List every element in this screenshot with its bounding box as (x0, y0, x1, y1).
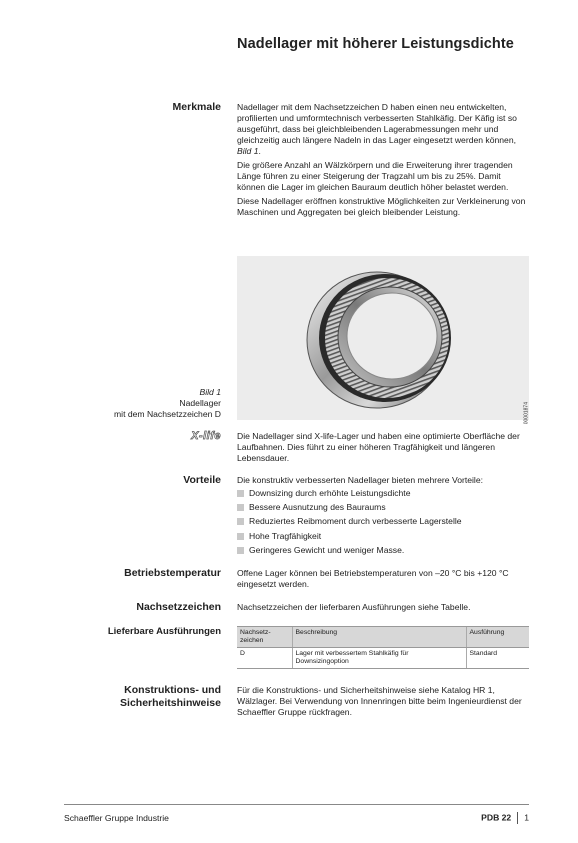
label-line: Sicherheitshinweise (120, 697, 221, 709)
table-header-design: Ausführung (466, 627, 529, 648)
list-item-text: Reduziertes Reibmoment durch verbesserte Lagerstelle (249, 516, 462, 527)
bullet-square-icon (237, 504, 244, 511)
merkmale-p1-text: Nadellager mit dem Nachsetzzeichen D haben einen neu entwickelten, profilierten und umformtechnisch verbesserten Stahlkäfig. Der Käfig ist so ausgeführt, dass bei gleichbleibenden Lagerabmessungen mehr und gleichzeitig auch längere Nadeln in das Lager eingesetzt werden können, (237, 102, 517, 145)
vorteile-list (237, 488, 529, 556)
list-item (237, 545, 529, 556)
table-cell: D (237, 648, 292, 669)
temperatur-text: Offene Lager können bei Betriebstemperaturen von –20 °C bis +120 °C eingesetzt werden. (237, 568, 509, 589)
footer-divider (64, 804, 529, 805)
section-label-nachsetzzeichen: Nachsetzzeichen (136, 601, 221, 613)
figure-reference: Bild 1 (237, 146, 259, 156)
xlife-logo: X-life (191, 430, 221, 442)
table-header-suffix: Nachsetz-zeichen (237, 627, 292, 648)
xlife-text: Die Nadellager sind X-life-Lager und haben eine optimierte Oberfläche der Laufbahnen. Dies führt zu einer höheren Tragfähigkeit und längeren Lebensdauer. (237, 431, 520, 463)
page-number: 1 (524, 812, 529, 823)
list-item (237, 502, 529, 513)
merkmale-p1-end: . (258, 146, 261, 156)
section-label-temperatur: Betriebstemperatur (124, 567, 221, 579)
section-label-konstruktion (120, 684, 221, 710)
merkmale-paragraph-1 (237, 102, 529, 157)
bullet-square-icon (237, 533, 244, 540)
list-item-text: Geringeres Gewicht und weniger Masse. (249, 544, 405, 555)
merkmale-paragraph-2: Die größere Anzahl an Wälzkörpern und die Erweiterung ihrer tragenden Länge führen zu einer Steigerung der Tragzahl um bis zu 25%. Damit können die Lager im gleichen Bauraum deutlich höher belastet werden. (237, 160, 513, 192)
bullet-square-icon (237, 547, 244, 554)
table-header-row (237, 627, 529, 648)
bullet-square-icon (237, 490, 244, 497)
list-item-text: Downsizing durch erhöhte Leistungsdichte (249, 488, 411, 498)
list-item-text: Hohe Tragfähigkeit (249, 530, 322, 541)
nachsetzzeichen-text: Nachsetzzeichen der lieferbaren Ausführungen siehe Tabelle. (237, 602, 471, 612)
list-item-text: Bessere Ausnutzung des Bauraums (249, 502, 386, 513)
label-line: Konstruktions- und (124, 684, 221, 696)
list-item (237, 488, 529, 499)
table-header-description: Beschreibung (292, 627, 466, 648)
table-cell: Lager mit verbessertem Stahlkäfig für Downsizingoption (292, 648, 466, 669)
vorteile-intro: Die konstruktiv verbesserten Nadellager bieten mehrere Vorteile: (237, 475, 483, 485)
table-cell: Standard (466, 648, 529, 669)
footer-page-info (481, 812, 529, 824)
photo-code: 00001874 (523, 402, 529, 425)
list-item (237, 531, 529, 542)
section-label-vorteile: Vorteile (183, 474, 221, 486)
needle-bearing-illustration (237, 256, 529, 420)
bearing-photo (237, 256, 529, 425)
figure-caption-line-1: Nadellager (179, 398, 221, 408)
merkmale-paragraph-3: Diese Nadellager eröffnen konstruktive Möglichkeiten zur Verkleinerung von Maschinen und Aggregaten bei gleich bleibender Leistung. (237, 196, 526, 217)
document-number: PDB 22 (481, 812, 512, 823)
suffix-table (237, 626, 529, 669)
section-label-lieferbar: Lieferbare Ausführungen (107, 626, 221, 637)
bullet-square-icon (237, 518, 244, 525)
figure-number: Bild 1 (199, 387, 221, 397)
figure-caption (114, 387, 221, 420)
merkmale-text (237, 102, 529, 221)
list-item (237, 516, 529, 527)
section-label-merkmale: Merkmale (172, 101, 221, 113)
figure-caption-line-2: mit dem Nachsetzzeichen D (114, 409, 221, 419)
page-title: Nadellager mit höherer Leistungsdichte (237, 36, 514, 52)
footer-separator (517, 812, 518, 824)
vorteile-block (237, 475, 529, 559)
konstruktion-text: Für die Konstruktions- und Sicherheitshinweise siehe Katalog HR 1, Wälzlager. Bei Verwendung von Innenringen bitte beim Ingenieurdienst der Schaeffler Gruppe rückfragen. (237, 685, 522, 717)
footer-company: Schaeffler Gruppe Industrie (64, 813, 169, 823)
table-row (237, 648, 529, 669)
